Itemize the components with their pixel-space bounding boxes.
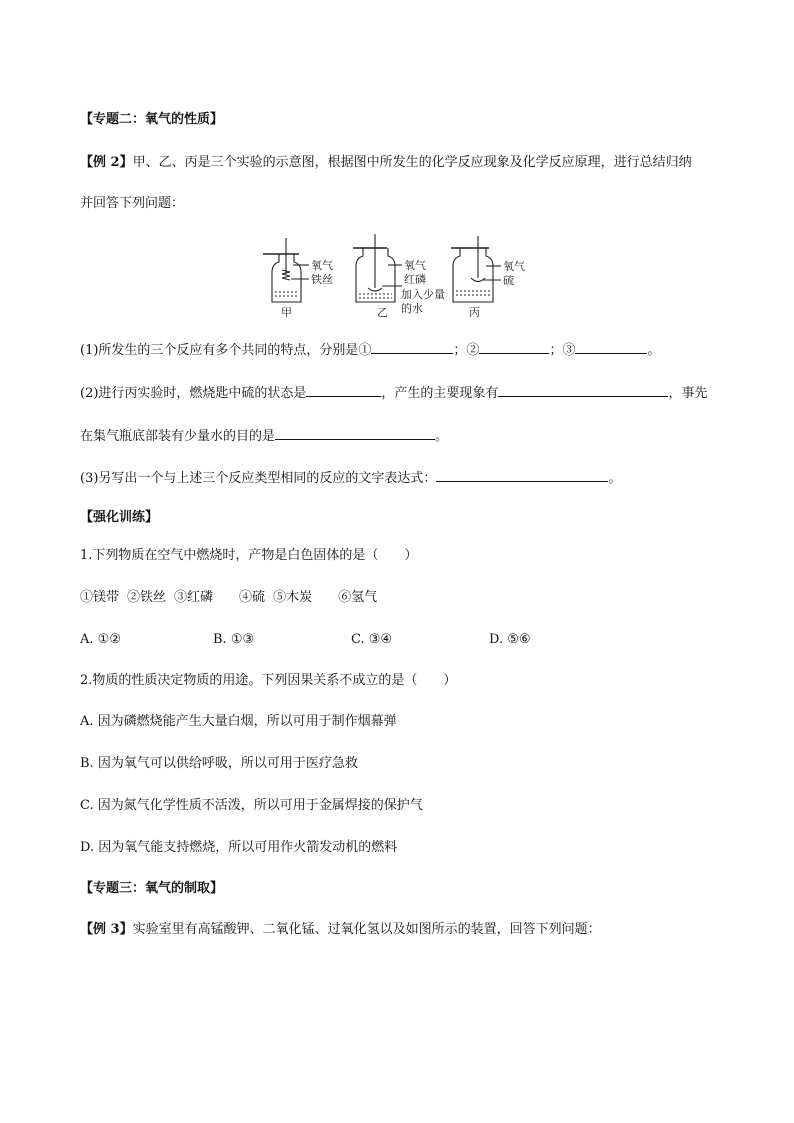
experiment-figure [255, 228, 545, 320]
option-letter: D. [489, 632, 504, 647]
bottle-yi [353, 234, 402, 302]
q1-item-2: ②铁丝 [127, 590, 167, 605]
label-jia-oxygen: 氧气 [311, 259, 333, 272]
caption-jia: 甲 [281, 306, 292, 319]
q2-blank-1[interactable] [306, 383, 381, 397]
topic2-heading: 【专题二：氧气的性质】 [80, 112, 224, 127]
question2-option-c[interactable]: C. 因为氮气化学性质不活泼，所以可用于金属焊接的保护气 [80, 798, 423, 813]
question2-option-d[interactable]: D. 因为氧气能支持燃烧，所以可用作火箭发动机的燃料 [80, 840, 398, 855]
question2-stem: 2.物质的性质决定物质的用途。下列因果关系不成立的是（ ） [80, 673, 457, 688]
caption-bing: 丙 [469, 306, 480, 319]
question1-option-c[interactable] [351, 632, 392, 648]
question1-option-d[interactable] [489, 632, 531, 648]
label-jia-iron: 铁丝 [311, 273, 333, 286]
example2-text-line1: 甲、乙、丙是三个实验的示意图，根据图中所发生的化学反应现象及化学反应原理，进行总结归纳 [132, 155, 692, 170]
q2-line2-prefix: 在集气瓶底部装有少量水的目的是 [80, 429, 276, 444]
label-yi-water1: 加入少量 [401, 288, 445, 301]
q1-sep2: ；③ [549, 343, 576, 358]
q1-sep1: ；② [453, 343, 480, 358]
option-letter: C. [351, 632, 365, 647]
example3-label: 【例 3】 [80, 922, 133, 937]
training-heading: 【强化训练】 [80, 510, 159, 525]
q1-end: 。 [647, 343, 661, 358]
question1-option-b[interactable] [213, 632, 254, 648]
q1-item-3: ③红磷 [174, 590, 214, 605]
q1-prefix: (1)所发生的三个反应有多个共同的特点，分别是① [80, 343, 372, 358]
q1-item-4: ④硫 [239, 590, 266, 605]
option-text: ③④ [368, 632, 393, 647]
label-yi-oxygen: 氧气 [404, 259, 426, 272]
q3-blank[interactable] [436, 468, 608, 482]
q1-blank-1[interactable] [371, 340, 453, 354]
example3-line [80, 922, 601, 938]
bottle-bing [451, 236, 501, 302]
example2-q2-line2 [80, 426, 448, 445]
question1-option-a[interactable] [80, 632, 121, 648]
q2-tail: ，事先 [668, 386, 708, 401]
example2-label: 【例 2】 [80, 155, 133, 170]
option-letter: B. [213, 632, 227, 647]
question2-option-b[interactable]: B. 因为氧气可以供给呼吸，所以可用于医疗急救 [80, 756, 358, 771]
question2-option-a[interactable]: A. 因为磷燃烧能产生大量白烟，所以可用于制作烟幕弹 [80, 714, 397, 729]
option-text: ⑤⑥ [507, 632, 531, 647]
q2-blank-2[interactable] [498, 383, 668, 397]
caption-yi: 乙 [377, 306, 388, 319]
question1-stem: 1.下列物质在空气中燃烧时，产物是白色固体的是（ ） [80, 548, 418, 563]
example3-text: 实验室里有高锰酸钾、二氧化锰、过氧化氢以及如图所示的装置，回答下列问题： [132, 922, 601, 937]
q1-blank-3[interactable] [575, 340, 647, 354]
example2-q1 [80, 340, 660, 359]
label-bing-oxygen: 氧气 [503, 260, 525, 273]
q2-mid: ，产生的主要现象有 [381, 386, 499, 401]
q2-prefix: (2)进行丙实验时，燃烧匙中硫的状态是 [80, 386, 307, 401]
q2-end: 。 [435, 429, 449, 444]
option-text: ①② [97, 632, 121, 647]
topic3-heading: 【专题三：氧气的制取】 [80, 881, 224, 896]
example2-text-line2: 并回答下列问题： [80, 196, 185, 211]
q2-blank-3[interactable] [275, 426, 435, 440]
q1-item-1: ①镁带 [80, 590, 120, 605]
label-yi-phosphorus: 红磷 [404, 273, 426, 286]
q3-prefix: (3)另写出一个与上述三个反应类型相同的反应的文字表达式： [80, 471, 437, 486]
example2-line1 [80, 155, 692, 171]
q1-item-6: ⑥氢气 [338, 590, 378, 605]
bottle-jia [263, 238, 309, 302]
option-letter: A. [80, 632, 94, 647]
label-bing-sulfur: 硫 [503, 274, 514, 287]
q1-blank-2[interactable] [479, 340, 549, 354]
example2-q2-line1 [80, 383, 707, 402]
example2-q3 [80, 468, 621, 487]
option-text: ①③ [230, 632, 255, 647]
q1-item-5: ⑤木炭 [273, 590, 313, 605]
question1-items [80, 590, 377, 606]
label-yi-water2: 的水 [401, 302, 423, 315]
q3-end: 。 [608, 471, 622, 486]
